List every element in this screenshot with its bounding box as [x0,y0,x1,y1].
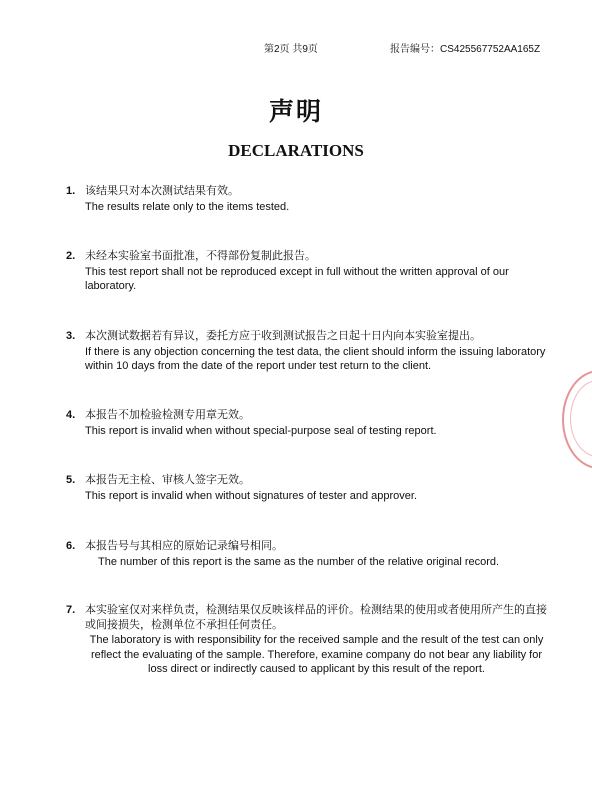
declaration-5 [66,473,556,503]
declaration-text-english: This report is invalid when without signatures of tester and approver. [85,489,418,502]
declaration-3 [66,329,556,374]
title-chinese: 声明 [268,97,323,126]
declaration-2 [66,249,556,294]
declaration-text-english: This test report shall not be reproduced except in full without the written approval of our laboratory. [85,265,509,292]
report-number: 报告编号：CS425567752AA165Z [390,44,541,55]
declaration-text-chinese: 未经本实验室书面批准，不得部份复制此报告。 [85,250,316,262]
declaration-number: 2. [66,250,76,262]
declaration-text-chinese: 本次测试数据若有异议，委托方应于收到测试报告之日起十日内向本实验室提出。 [85,330,481,342]
declaration-text-english: The number of this report is the same as the number of the relative original record. [98,555,500,568]
declaration-number: 6. [66,540,76,552]
seal-inner-ring [570,380,592,457]
declaration-text-chinese: 本实验室仅对来样负责，检测结果仅反映该样品的评价。检测结果的使用或者使用所产生的直接或间接损失，检测单位不承担任何责任。 [85,604,547,631]
declaration-text-english: The results relate only to the items tested. [85,200,290,213]
declaration-number: 7. [66,604,76,616]
declaration-number: 4. [66,409,76,421]
declaration-6 [66,539,556,569]
declaration-number: 1. [66,185,76,197]
declaration-text-english: The laboratory is with responsibility for the received sample and the result of the test can only reflect the evaluating of the sample. Therefore, examine company do not bear any liability for loss direct or indirectly caused to applicant by this result of the report. [89,634,544,675]
declaration-4 [66,408,556,438]
declaration-text-chinese: 本报告无主检、审核人签字无效。 [85,474,250,486]
declaration-text-chinese: 本报告不加检验检测专用章无效。 [85,409,250,421]
declaration-text-chinese: 本报告号与其相应的原始记录编号相同。 [85,540,283,552]
red-seal-stamp [562,370,592,469]
page-header [0,40,592,54]
declaration-1 [66,184,556,214]
declaration-7 [66,603,556,677]
declaration-text-chinese: 该结果只对本次测试结果有效。 [85,185,239,197]
declaration-text-english: If there is any objection concerning the test data, the client should inform the issuing laboratory within 10 days from the date of the report under test return to the client. [85,345,546,372]
page-number: 第2页 共9页 [264,44,318,55]
declaration-text-english: This report is invalid when without special-purpose seal of testing report. [85,424,437,437]
title-english: DECLARATIONS [228,141,364,160]
declaration-number: 3. [66,330,76,342]
declaration-number: 5. [66,474,76,486]
